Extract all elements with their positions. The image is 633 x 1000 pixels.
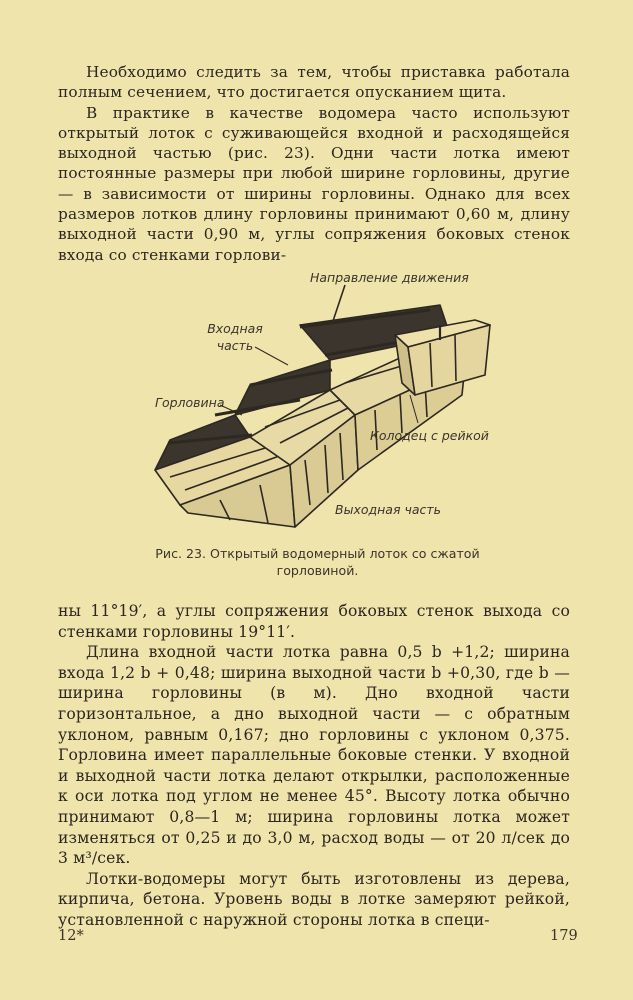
label-well: Колодец с рейкой [370,428,489,443]
flume-figure [140,265,510,540]
bottom-text-block [58,601,570,931]
label-outlet: Выходная часть [335,502,442,517]
paragraph-dimensions: Длина входной части лотка равна 0,5 b +1,2; ширина входа 1,2 b + 0,48; ширина выходной части b +0,30, где b — ширина горловины (в м). Дно входной части горизонтальное, а дно выходной части — с обратным уклоном, равным 0,167; дно горловины с уклоном 0,375. Горловина имеет параллельные боковые стенки. У входной и выходной части лотка делают открылки, расположенные к оси лотка под углом не менее 45°. Высоту лотка обычно принимают 0,8—1 м; ширина горловины лотка может изменяться от 0,25 и до 3,0 м, расход воды — от 20 л/сек до 3 м³/сек. [58,643,570,868]
label-direction: Направление движения [310,270,469,285]
paragraph-angles: ны 11°19′, а углы сопряжения боковых стенок выхода со стенками горловины 19°11′. [58,602,570,641]
label-inlet: Входная часть [207,321,263,353]
label-throat: Горловина [155,395,225,410]
paragraph-flume-intro: В практике в качестве водомера часто используют открытый лоток с суживающейся входной и расходящейся выходной частью (рис. 23). Одни части лотка имеют постоянные размеры при любой ширине горловины, другие — в зависимости от ширины горловины. Однако для всех размеров лотков длину горловины принимают 0,60 м, длину выходной части 0,90 м, углы сопряжения боковых стенок входа со стенками горлови- [58,103,570,264]
figure-caption: Рис. 23. Открытый водомерный лоток со сжатой горловиной. [155,546,480,578]
top-text-block [58,62,570,265]
page-number: 179 [550,928,578,944]
paragraph-shield: Необходимо следить за тем, чтобы приставка работала полным сечением, что достигается опусканием щита. [58,63,570,102]
signature-mark: 12* [58,928,84,944]
paragraph-materials: Лотки-водомеры могут быть изготовлены из дерева, кирпича, бетона. Уровень воды в лотке замеряют рейкой, установленной с наружной стороны лотка в специ- [58,869,570,929]
